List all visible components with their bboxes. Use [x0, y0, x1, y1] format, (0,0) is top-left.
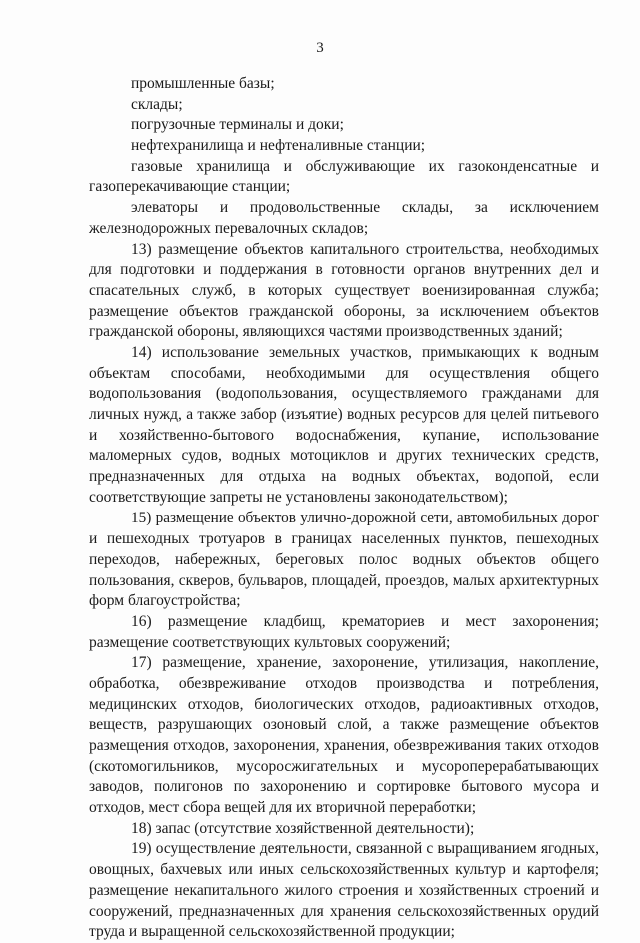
text-line: 15) размещение объектов улично-дорожной сети, автомобильных дорог — [131, 509, 599, 527]
text-line: 18) запас (отсутствие хозяйственной деятельности); — [131, 819, 475, 837]
text-line: склады; — [131, 95, 183, 113]
text-line: (скотомогильников, мусоросжигательных и мусороперерабатывающих — [89, 757, 599, 775]
text-line: сооружений, предназначенных для хранения сельскохозяйственных орудий — [89, 902, 599, 920]
text-line: газовые хранилища и обслуживающие их газоконденсатные и — [131, 157, 599, 175]
text-line: 17) размещение, хранение, захоронение, утилизация, накопление, — [131, 654, 599, 672]
text-line: гражданской обороны, являющихся частями производственных зданий; — [89, 323, 563, 341]
text-line: и хозяйственно-бытового водоснабжения, купание, использование — [89, 426, 599, 444]
text-line: труда и выращенной сельскохозяйственной продукции; — [89, 923, 455, 941]
text-line: для подготовки и поддержания в готовности органов внутренних дел и — [89, 261, 599, 279]
text-line: размещение некапитального жилого строения и хозяйственных строений и — [89, 881, 599, 899]
document-body — [89, 74, 599, 943]
text-line: нефтехранилища и нефтеналивные станции; — [131, 137, 426, 155]
text-line: размещение объектов гражданской обороны, за исключением объектов — [89, 302, 599, 320]
text-line: элеваторы и продовольственные склады, за исключением — [131, 199, 599, 217]
text-line: медицинских отходов, биологических отходов, радиоактивных отходов, — [89, 695, 599, 713]
text-line: промышленные базы; — [131, 75, 275, 92]
text-line: газоперекачивающие станции; — [89, 178, 291, 196]
text-line: размещения отходов, захоронения, хранения, обезвреживания таких отходов — [89, 737, 599, 754]
text-line: заводов, полигонов по захоронению и сортировке бытового мусора и — [89, 778, 599, 796]
text-line: личных нужд, а также забор (изъятие) водных ресурсов для целей питьевого — [89, 406, 599, 423]
text-line: переходов, набережных, береговых полос водных объектов общего — [89, 550, 599, 568]
text-line: железнодорожных перевалочных складов; — [89, 219, 369, 237]
text-line: пользования, скверов, бульваров, площадей, проездов, малых архитектурных — [89, 571, 599, 589]
text-line: отходов, мест сбора вещей для их вторичной переработки; — [89, 799, 477, 817]
text-line: 13) размещение объектов капитального строительства, необходимых — [131, 240, 599, 258]
text-line: обработка, обезвреживание отходов производства и потребления, — [89, 674, 599, 692]
text-line: погрузочные терминалы и доки; — [131, 116, 344, 134]
text-line: спасательных служб, в которых существует военизированная служба; — [89, 281, 599, 299]
text-line: овощных, бахчевых или иных сельскохозяйственных культур и картофеля; — [89, 861, 599, 879]
text-line: веществ, разрушающих озоновый слой, а также размещение объектов — [89, 716, 599, 734]
text-line: маломерных судов, водных мотоциклов и других технических средств, — [89, 447, 599, 465]
text-line: водопользования (водопользования, осуществляемого гражданами для — [89, 385, 599, 403]
text-line: предназначенных для отдыха на водных объектах, водопой, если — [89, 468, 599, 486]
text-line: объектам способами, необходимыми для осуществления общего — [89, 364, 599, 382]
text-line: 16) размещение кладбищ, крематориев и мест захоронения; — [131, 612, 599, 630]
text-line: форм благоустройства; — [89, 592, 241, 610]
text-line: соответствующие запреты не установлены законодательством); — [89, 488, 508, 506]
text-line: размещение соответствующих культовых сооружений; — [89, 633, 451, 651]
text-line: и пешеходных тротуаров в границах населенных пунктов, пешеходных — [89, 530, 599, 548]
page-number: 3 — [316, 40, 324, 56]
text-line: 19) осуществление деятельности, связанной с выращиванием ягодных, — [131, 840, 599, 858]
text-line: 14) использование земельных участков, примыкающих к водным — [131, 343, 599, 361]
